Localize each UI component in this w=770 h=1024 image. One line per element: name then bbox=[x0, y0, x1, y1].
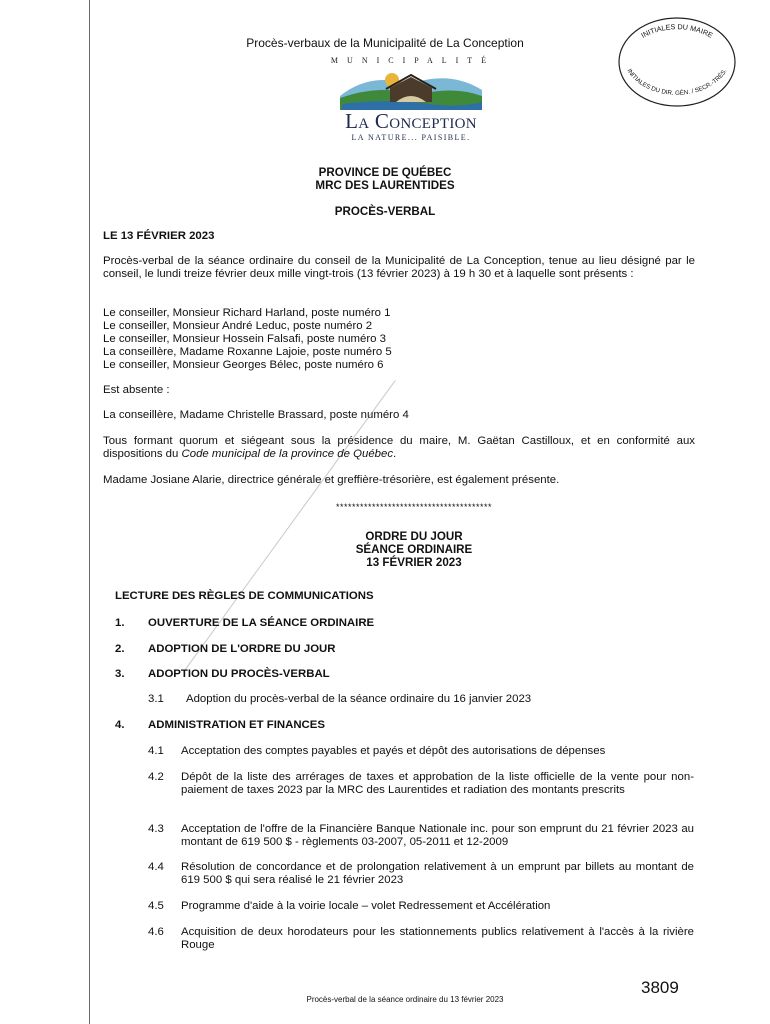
item-text: Acceptation des comptes payables et payés et dépôt des autorisations de dépenses bbox=[181, 745, 606, 757]
page-number: 3809 bbox=[641, 978, 679, 997]
separator-stars: *************************************** bbox=[335, 502, 493, 512]
present-member: Le conseiller, Monsieur Richard Harland, poste numéro 1 bbox=[103, 307, 391, 319]
quorum-end: . bbox=[393, 448, 397, 460]
date-heading: LE 13 FÉVRIER 2023 bbox=[103, 230, 215, 242]
province-heading: PROVINCE DE QUÉBEC bbox=[318, 166, 452, 179]
item-text: Programme d'aide à la voirie locale – volet Redressement et Accélération bbox=[181, 900, 551, 912]
agenda-title: ORDRE DU JOUR bbox=[365, 530, 463, 543]
item-text: Acceptation de l'offre de la Financière Banque Nationale inc. pour son emprunt du 21 février 2023 au montant de 619 500 $ - règlements 03-2007, 05-2011 et 12-2009 bbox=[181, 823, 694, 848]
intro-paragraph: Procès-verbal de la séance ordinaire du conseil de la Municipalité de La Conception, tenue au lieu désigné par le conseil, le lundi treize février deux mille vingt-trois (13 février 2023) à 19 h 30 et à laquelle sont présents : bbox=[103, 255, 695, 280]
agenda-subtitle: SÉANCE ORDINAIRE bbox=[355, 543, 473, 556]
section-title: OUVERTURE DE LA SÉANCE ORDINAIRE bbox=[148, 617, 375, 629]
item-number: 4.5 bbox=[148, 900, 164, 912]
item-number: 4.3 bbox=[148, 823, 164, 835]
item-number: 3.1 bbox=[148, 693, 164, 705]
item-number: 4.1 bbox=[148, 745, 164, 757]
section-number: 4. bbox=[115, 719, 125, 731]
item-text: Adoption du procès-verbal de la séance ordinaire du 16 janvier 2023 bbox=[186, 693, 532, 705]
logo-top-text: MUNICIPALITÉ bbox=[330, 56, 496, 65]
present-member: Le conseiller, Monsieur Hossein Falsafi, poste numéro 3 bbox=[103, 333, 387, 345]
rules-heading: LECTURE DES RÈGLES DE COMMUNICATIONS bbox=[115, 590, 374, 602]
absent-label: Est absente : bbox=[103, 384, 170, 396]
item-number: 4.4 bbox=[148, 861, 164, 873]
item-text: Résolution de concordance et de prolongation relativement à un emprunt par billets au montant de 619 500 $ qui sera réalisé le 21 février 2023 bbox=[181, 861, 694, 886]
mrc-heading: MRC DES LAURENTIDES bbox=[315, 179, 455, 192]
present-member: La conseillère, Madame Roxanne Lajoie, poste numéro 5 bbox=[103, 346, 392, 358]
dg-paragraph: Madame Josiane Alarie, directrice générale et greffière-trésorière, est également présente. bbox=[103, 474, 560, 486]
logo-landscape-image bbox=[330, 66, 492, 110]
present-member: Le conseiller, Monsieur André Leduc, poste numéro 2 bbox=[103, 320, 373, 332]
item-number: 4.6 bbox=[148, 926, 164, 938]
item-text: Acquisition de deux horodateurs pour les stationnements publics relativement à l'accès à la rivière Rouge bbox=[181, 926, 694, 951]
left-margin-line bbox=[89, 0, 90, 1024]
section-number: 1. bbox=[115, 617, 125, 629]
quorum-paragraph bbox=[103, 435, 695, 461]
stamp-top-text: INITIALES DU MAIRE bbox=[639, 22, 715, 40]
item-text: Dépôt de la liste des arrérages de taxes et approbation de la liste officielle de la vente pour non-paiement de taxes 2023 par la MRC des Laurentides et radiation des montants prescrits bbox=[181, 771, 694, 796]
code-municipal-reference: Code municipal de la province de Québec bbox=[181, 448, 394, 460]
logo-tagline: LA NATURE... PAISIBLE. bbox=[351, 133, 471, 142]
section-title: ADMINISTRATION ET FINANCES bbox=[148, 719, 325, 731]
logo-name: La Conception bbox=[345, 109, 477, 133]
page-footer: Procès-verbal de la séance ordinaire du 13 février 2023 bbox=[306, 995, 504, 1004]
stamp-bottom-text: INITIALES DU DIR. GÉN. / SECR.-TRÉS. bbox=[625, 67, 729, 97]
section-title: ADOPTION DE L'ORDRE DU JOUR bbox=[148, 643, 336, 655]
quorum-text: Tous formant quorum et siégeant sous la présidence du maire, M. Gaëtan Castilloux, et en conformité aux dispositions du bbox=[103, 435, 695, 460]
section-title: ADOPTION DU PROCÈS-VERBAL bbox=[148, 668, 330, 680]
header-title: Procès-verbaux de la Municipalité de La Conception bbox=[246, 36, 524, 50]
absent-member: La conseillère, Madame Christelle Brassard, poste numéro 4 bbox=[103, 409, 409, 421]
doc-type-heading: PROCÈS-VERBAL bbox=[334, 205, 436, 218]
municipality-logo bbox=[316, 56, 506, 146]
section-number: 3. bbox=[115, 668, 125, 680]
agenda-date: 13 FÉVRIER 2023 bbox=[366, 556, 462, 569]
item-number: 4.2 bbox=[148, 771, 164, 783]
initials-stamp bbox=[616, 16, 738, 114]
present-member: Le conseiller, Monsieur Georges Bélec, poste numéro 6 bbox=[103, 359, 384, 371]
section-number: 2. bbox=[115, 643, 125, 655]
